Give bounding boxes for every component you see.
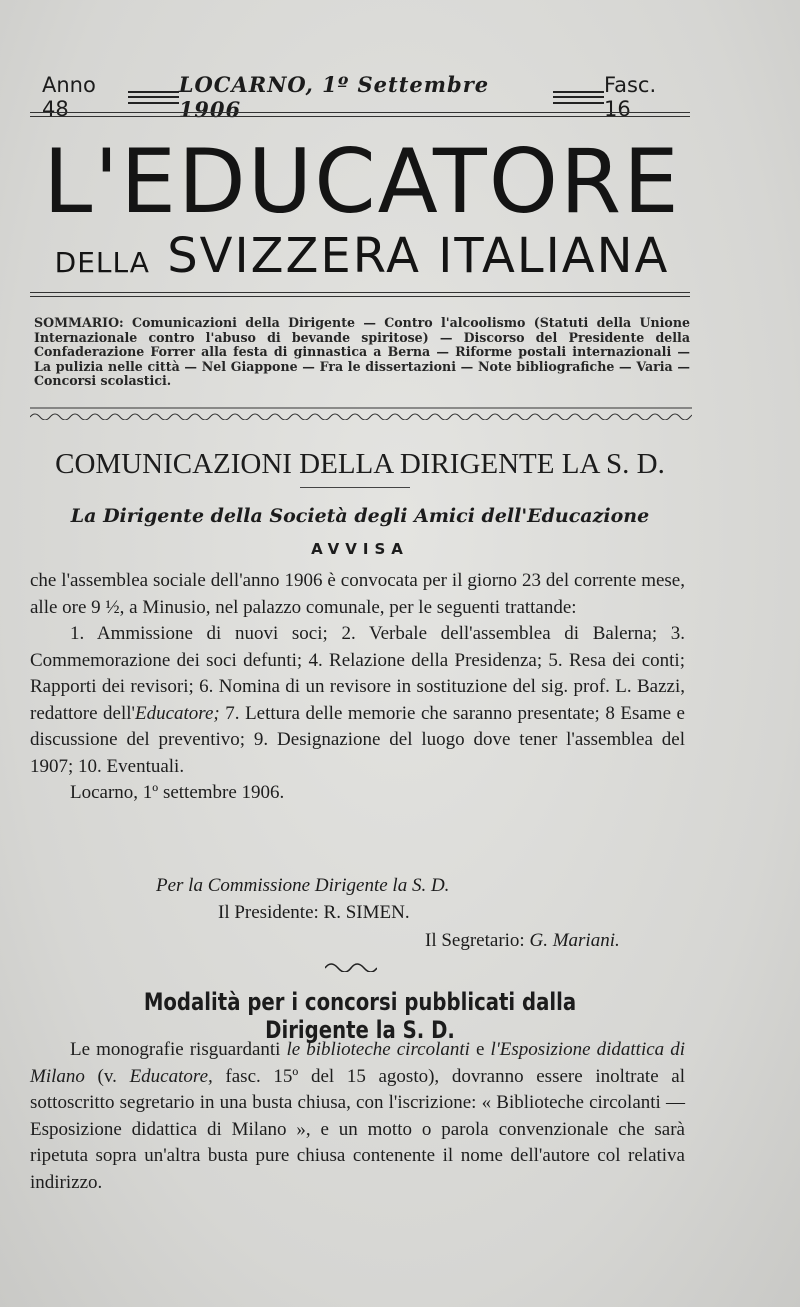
announcement-body bbox=[30, 568, 685, 807]
masthead-divider bbox=[30, 292, 690, 293]
concorsi-text-b: e bbox=[469, 1039, 491, 1060]
issue-header bbox=[42, 72, 688, 122]
agenda-text-a: 1. Ammissione di nuovi soci; 2. Verbale dell'assemblea di Balerna; 3. Commemorazione dei soci defunti; 4. Relazione della Presidenza; 5. Resa dei conti; Rapporti dei revisori; 6. Nomina di un revisore in sostituzione del sig. prof. L. Bazzi, redattore dell' bbox=[30, 623, 685, 724]
table-of-contents: SOMMARIO: Comunicazioni della Dirigente — Contro l'alcoolismo (Statuti della Unione Internazionale contro l'abuso di bevande spiritose) — Discorso del Presidente della Confaderazione Forrer alla festa di ginnastica a Berna — Riforme postali internazionali — La pulizia nelle città — Nel Giappone — Fra le dissertazioni — Note bibliografiche — Varia — Concorsi scolastici. bbox=[34, 315, 690, 388]
header-divider bbox=[30, 112, 690, 113]
avvisa-heading: AVVISA bbox=[311, 540, 409, 558]
issue-number: Fasc. 16 bbox=[603, 73, 657, 121]
commission-signature: Per la Commissione Dirigente la S. D. bbox=[156, 875, 450, 896]
issue-year: Anno 48 bbox=[42, 73, 96, 121]
concorsi-body bbox=[30, 1037, 685, 1196]
heading-underline bbox=[300, 487, 410, 488]
date-line: Locarno, 1º settembre 1906. bbox=[70, 782, 285, 803]
masthead-subtitle-text: SVIZZERA ITALIANA bbox=[167, 228, 670, 284]
concorsi-italic-1: le biblioteche circolanti bbox=[286, 1039, 470, 1060]
announcement-paragraph: che l'assemblea sociale dell'anno 1906 è convocata per il giorno 23 del corrente mese, alle ore 9 ½, a Minusio, nel palazzo comunale, per le seguenti trattande: bbox=[30, 570, 685, 618]
masthead-della: DELLA bbox=[54, 246, 150, 279]
concorsi-text-a: Le monografie risguardanti bbox=[70, 1039, 287, 1060]
squiggle-ornament bbox=[325, 960, 377, 972]
concorsi-text-c: (v. bbox=[84, 1065, 130, 1087]
concorsi-italic-3: Educatore, bbox=[129, 1065, 213, 1087]
agenda-paragraph bbox=[30, 621, 685, 780]
section-heading-modalita: Modalità per i concorsi pubblicati dalla Dirigente la S. D. bbox=[143, 988, 577, 1044]
secretary-signature bbox=[425, 930, 620, 952]
masthead-title: L'EDUCATORE bbox=[43, 130, 681, 233]
issue-place-date: LOCARNO, 1º Settembre 1906 bbox=[178, 72, 490, 122]
section-heading-comunicazioni: COMUNICAZIONI DELLA DIRIGENTE LA S. D. bbox=[55, 448, 665, 480]
president-signature: Il Presidente: R. SIMEN. bbox=[218, 902, 410, 923]
concorsi-paragraph bbox=[30, 1037, 685, 1196]
wavy-divider bbox=[30, 406, 692, 420]
secretary-label: Il Segretario: bbox=[425, 930, 530, 951]
concorsi-text-d: fasc. 15º del 15 agosto), dovranno essere inoltrate al sottoscritto segretario in una busta chiusa, con l'iscrizione: « Biblioteche circolanti — Esposizione didattica di Milano », e un motto o parola convenzionale che sarà ripetuta sopra un'altra busta pure chiusa contenente il nome dell'autore col relativa indirizzo. bbox=[30, 1065, 686, 1193]
secretary-name: G. Mariani. bbox=[529, 930, 620, 951]
agenda-text-b: 7. Lettura delle memorie che saranno presentate; 8 Esame e discussione del preventivo; 9. Designazione del luogo dove tener l'assemblea del 1907; 10. Eventuali. bbox=[30, 702, 685, 777]
concorsi-italic-2: l'Esposizione didattica di Milano bbox=[30, 1039, 685, 1087]
triple-rule-ornament bbox=[553, 91, 604, 104]
organization-line: La Dirigente della Società degli Amici dell'Educazione bbox=[70, 505, 650, 527]
masthead-subtitle bbox=[32, 228, 692, 284]
triple-rule-ornament bbox=[128, 91, 179, 104]
agenda-text-italic: Educatore; bbox=[134, 702, 220, 724]
